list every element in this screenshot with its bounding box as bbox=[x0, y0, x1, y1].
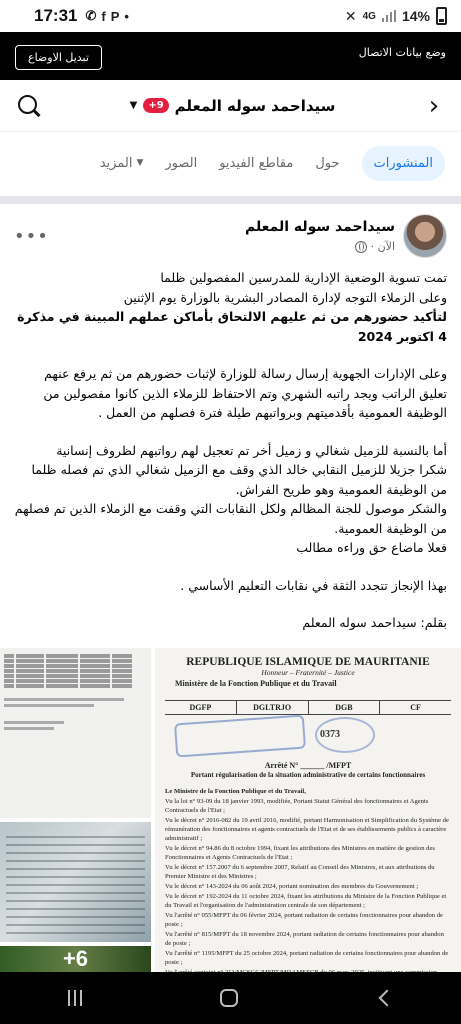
doc-line: Vu l'arrêté n° 815/MFPT du 18 novembre 2024, portant radiation de certains fonctionnaires pour abandon de poste ; bbox=[165, 931, 444, 947]
post-paragraph: فعلا ماضاع حق وراءه مطالب bbox=[296, 540, 447, 555]
doc-line: Vu l'arrêté n° 1195/MFPT du 25 octobre 2024, portant radiation de certains fonctionnaires pour abandon de poste ; bbox=[165, 950, 449, 966]
system-nav-bar bbox=[0, 972, 461, 1024]
visa-col: DGFP bbox=[165, 701, 237, 714]
post-text bbox=[14, 268, 447, 633]
section-divider bbox=[0, 196, 461, 204]
doc-line: Vu le décret n° 143-2024 du 06 août 2024, portant nomination des membres du Gouvernement ; bbox=[165, 883, 419, 890]
visa-col: DGB bbox=[309, 701, 381, 714]
doc-line: Vu le décret n° 157.2007 du 6 septembre 2007, Relatif au Conseil des Ministres, et aux attributions du Premier Ministre et des Ministres ; bbox=[165, 864, 435, 880]
post-paragraph: شكرا جزيلا للزميل النقابي خالد الذي وقف مع الزميل شغالي الذي تم فصله ظلما من الوظيفة العمومية وهو طريح الفراش. bbox=[31, 462, 447, 497]
tab-about[interactable]: حول bbox=[315, 155, 340, 171]
post-paragraph: لتأكيد حضورهم من ثم عليهم الالتحاق بأماكن عملهم المبينة في مذكرة 4 اكتوبر 2024 bbox=[17, 309, 447, 344]
notification-badge: +9 bbox=[143, 98, 168, 113]
status-bar bbox=[0, 0, 461, 32]
tab-videos[interactable]: مقاطع الفيديو bbox=[219, 155, 294, 171]
doc-arrete-subject: Portant régularisation de la situation administrative de certains fonctionnaires bbox=[190, 771, 426, 779]
dot-icon: • bbox=[124, 8, 129, 24]
image-photo-document[interactable] bbox=[0, 822, 151, 942]
post-time-row bbox=[245, 240, 395, 253]
parking-icon: P bbox=[110, 8, 120, 24]
post-paragraph: تمت تسوية الوضعية الإدارية للمدرسين المفصولين ظلما bbox=[160, 270, 447, 285]
image-decree-document[interactable] bbox=[155, 648, 461, 972]
status-app-icons bbox=[85, 8, 128, 24]
post-images bbox=[0, 648, 461, 972]
post-paragraph: أما بالنسبة للزميل شغالي و زميل أخر تم تعجيل لهم رواتبهم لظروف إنسانية bbox=[56, 442, 447, 458]
doc-arrete: Arrêté N° ______ /MFPT bbox=[264, 761, 352, 770]
profile-name: سيداحمد سوله المعلم bbox=[174, 96, 336, 115]
tab-posts[interactable]: المنشورات bbox=[362, 146, 445, 181]
doc-number: 0373 bbox=[320, 729, 340, 740]
doc-motto: Honneur – Fraternité – Justice bbox=[261, 668, 355, 677]
image-more-photos[interactable] bbox=[0, 946, 151, 972]
doc-line: Vu la loi n° 93-09 du 18 janvier 1993, modifiée, Portant Statut Général des fonctionnaires et Agents Contractuels de l'Etat ; bbox=[165, 798, 429, 814]
doc-stamps bbox=[165, 715, 451, 755]
back-arrow-icon[interactable]: › bbox=[428, 90, 440, 121]
post-paragraph: وعلى الإدارات الجهوية إرسال رسالة للوزارة لإثبات حضورهم من ثم يرفع عنهم تعليق الراتب ويجد راتبه الشهري وتم الاحتفاظ للزملاء الذين كانوا مفصولين من الوظيفة العمومية بأقدميتهم وبرواتبهم طيلة فترة فصلهم من العمل . bbox=[43, 366, 447, 420]
doc-title: REPUBLIQUE ISLAMIQUE DE MAURITANIE bbox=[186, 656, 430, 668]
doc-ministry: Ministère de la Fonction Publique et du Travail bbox=[175, 679, 337, 688]
status-right bbox=[345, 7, 447, 25]
post-paragraph: وعلى الزملاء التوجه لإدارة المصادر البشرية بالوزارة يوم الإثنين bbox=[123, 289, 447, 305]
battery-icon bbox=[436, 7, 447, 25]
home-icon[interactable] bbox=[220, 989, 238, 1007]
post-meta bbox=[245, 219, 395, 253]
image-document-table[interactable] bbox=[0, 648, 151, 818]
post-paragraph: والشكر موصول للجنة المظالم ولكل النقابات التي وقفت مع الزملاء الذين تم فصلهم من الوظيفة العمومية. bbox=[14, 501, 447, 536]
tab-more[interactable] bbox=[100, 156, 144, 171]
back-icon[interactable] bbox=[378, 990, 395, 1007]
post-time: الآن · bbox=[370, 240, 395, 253]
profile-switcher[interactable] bbox=[42, 97, 423, 115]
whatsapp-icon: ✆ bbox=[85, 8, 97, 23]
stamp-icon bbox=[174, 715, 306, 758]
doc-line: Le Ministre de la Fonction Publique et du Travail, bbox=[165, 788, 306, 795]
status-time: 17:31 bbox=[34, 6, 78, 25]
more-options-icon[interactable]: ••• bbox=[14, 225, 49, 247]
caret-down-icon: ▼ bbox=[129, 100, 138, 111]
globe-icon bbox=[355, 241, 367, 253]
avatar[interactable] bbox=[403, 214, 447, 258]
visa-col: DGLTRJO bbox=[237, 701, 309, 714]
tab-photos[interactable]: الصور bbox=[165, 155, 198, 171]
profile-header bbox=[0, 80, 461, 132]
signal-icon bbox=[382, 10, 396, 22]
doc-line: Vu le décret n° 2016-082 du 19 avril 2016, modifié, portant Harmonisation et Simplification du Système de rémunération des fonctionnaires et agents contractuels de l'Etat et de ses établissements publics à caractère administratif ; bbox=[165, 817, 449, 842]
post-author[interactable]: سيداحمد سوله المعلم bbox=[244, 219, 395, 235]
more-photos-count: +6 bbox=[0, 946, 151, 972]
mute-icon: ✕ bbox=[344, 7, 357, 24]
doc-visa-row bbox=[165, 700, 451, 715]
facebook-icon: f bbox=[101, 8, 106, 24]
doc-line: Vu le décret n° 192-2024 du 11 octobre 2024, fixant les attributions du Ministre de la Fonction Publique et du Travail et l'organisation de l'administration centrale de son département ; bbox=[165, 893, 447, 909]
caret-down-icon: ▼ bbox=[136, 158, 144, 168]
post-signature: بقلم: سيداحمد سوله المعلم bbox=[302, 615, 447, 630]
data-mode-text: وضع بيانات الاتصال bbox=[358, 46, 446, 59]
doc-line: Vu l'arrêté n° 055/MFPT du 06 février 2024, portant radiation de certains fonctionnaires pour abandon de poste ; bbox=[165, 912, 443, 928]
switch-mode-button[interactable]: تبديل الاوضاع bbox=[15, 45, 102, 70]
profile-tabs bbox=[0, 140, 461, 186]
battery-percent: 14% bbox=[401, 8, 430, 24]
network-label: 4G bbox=[362, 10, 376, 22]
post-header bbox=[0, 206, 461, 266]
post-paragraph: بهذا الإنجاز تتجدد الثقة في نقابات التعليم الأساسي . bbox=[180, 577, 447, 593]
visa-col: CF bbox=[410, 703, 421, 712]
search-icon[interactable] bbox=[16, 93, 42, 119]
side-images bbox=[0, 648, 151, 972]
tab-more-label: المزيد bbox=[99, 155, 133, 171]
data-mode-banner bbox=[0, 32, 461, 80]
recent-apps-icon[interactable] bbox=[68, 990, 84, 1006]
doc-line: Vu le décret n° 94.86 du 8 octobre 1994, fixant les attributions des Ministres en matière de gestion des Fonctionnaires et Agents Contractuels de l'Etat ; bbox=[165, 845, 435, 861]
